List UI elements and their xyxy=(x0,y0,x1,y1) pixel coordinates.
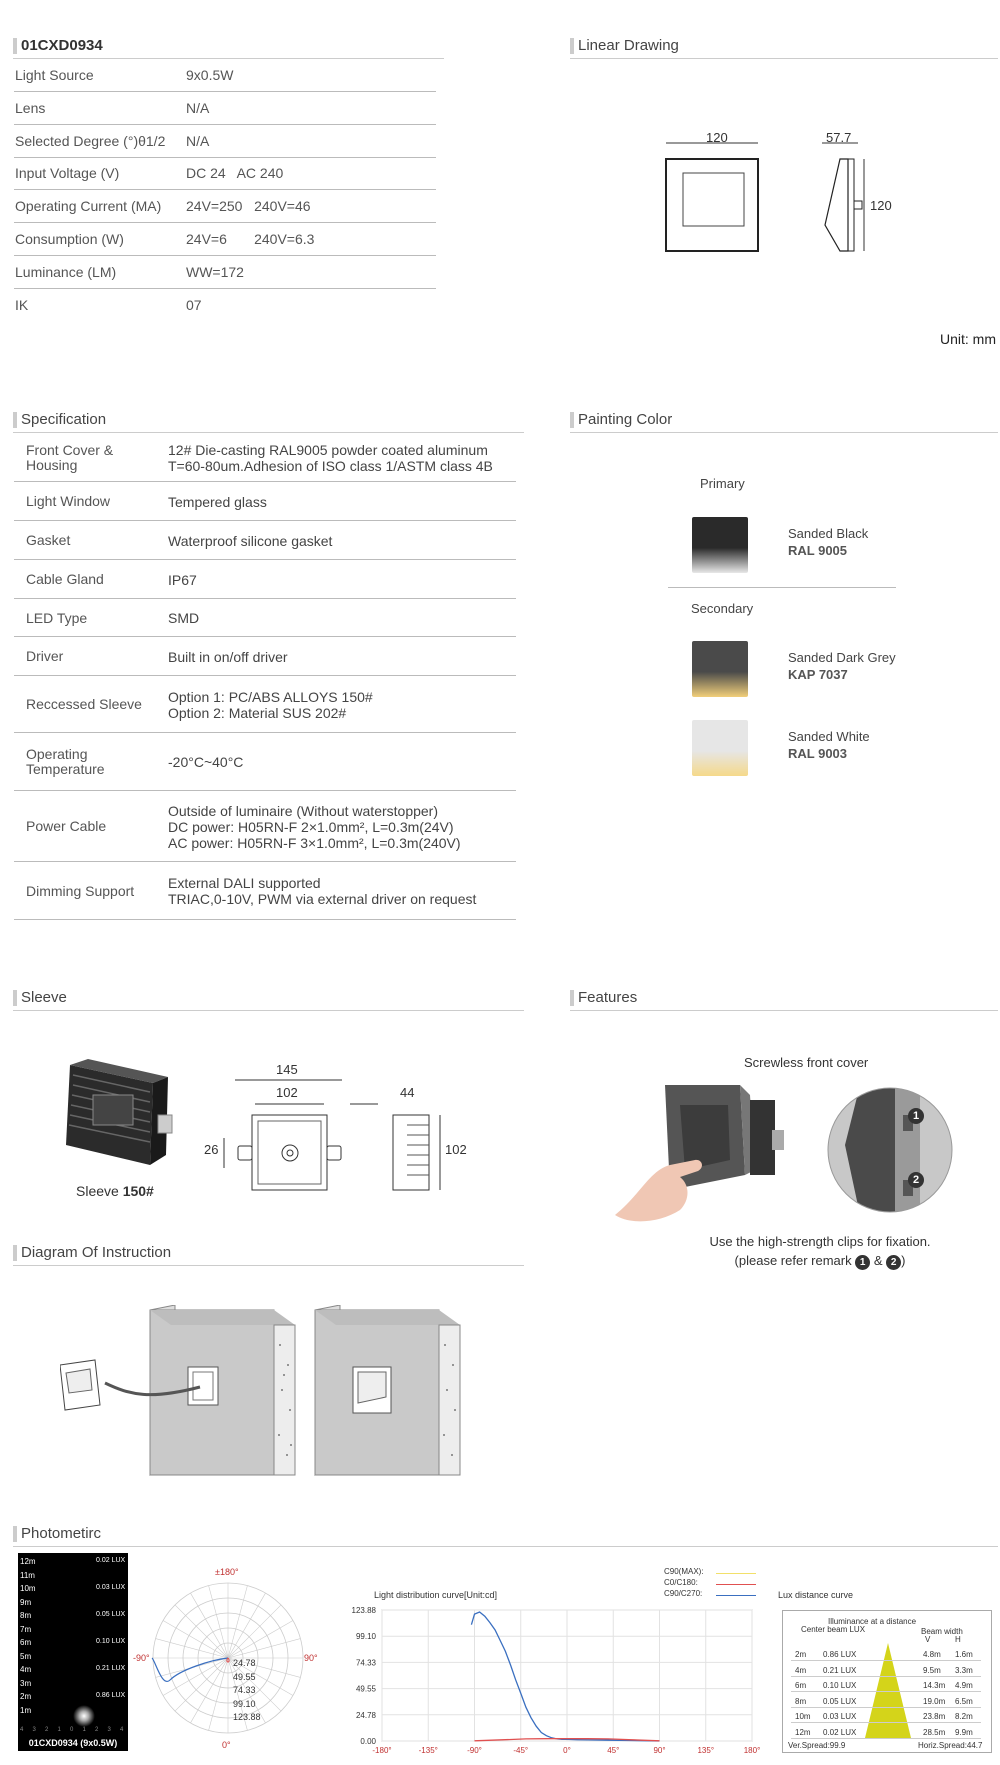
distance-scale-tick: 4 xyxy=(120,1727,124,1733)
distance-label: 12m xyxy=(20,1557,36,1566)
sleeve-dim-102: 102 xyxy=(276,1085,298,1100)
product-row-value: WW=172 xyxy=(186,263,244,280)
distance-label: 6m xyxy=(20,1638,32,1647)
features-note-line1: Use the high-strength clips for fixation. xyxy=(709,1234,931,1249)
illum-v-width: 23.8m xyxy=(923,1712,946,1721)
spec-row xyxy=(14,676,516,733)
polar-ring-label: 99.10 xyxy=(233,1698,256,1709)
specification-title: Specification xyxy=(21,411,107,428)
spec-row-key xyxy=(26,649,63,664)
distance-label: 5m xyxy=(20,1651,32,1661)
specification-header xyxy=(13,410,524,433)
color-code: RAL 9005 xyxy=(788,543,848,558)
installation-diagram xyxy=(60,1305,470,1480)
features-note-amp: & xyxy=(870,1253,887,1268)
linear-drawing-header xyxy=(570,36,998,59)
distance-scale-tick: 1 xyxy=(82,1727,86,1733)
illum-h-width: 1.6m xyxy=(955,1650,973,1659)
spec-row xyxy=(14,791,516,862)
spec-key-line: Reccessed Sleeve xyxy=(26,696,142,712)
spec-key-line: Driver xyxy=(26,648,64,664)
linear-drawing-figure xyxy=(650,125,900,255)
distance-scale xyxy=(20,1727,126,1737)
distance-label: 8m xyxy=(20,1611,32,1620)
distance-lux: 0.02 LUX xyxy=(96,1557,126,1564)
illum-h-width: 9.9m xyxy=(955,1727,973,1737)
series-line-0 xyxy=(471,1612,659,1741)
color-swatch-label xyxy=(788,525,868,559)
color-code: KAP 7037 xyxy=(788,667,848,682)
product-row-key: Selected Degree (°)θ1/2 xyxy=(15,132,166,149)
light-distribution-chart xyxy=(330,1598,760,1758)
color-name: Sanded White xyxy=(788,729,870,744)
product-code-header xyxy=(13,36,444,59)
spec-key-line: Dimming Support xyxy=(26,882,135,899)
note-marker-1 xyxy=(855,1255,870,1270)
spec-value-line: DC power: H05RN-F 2×1.0mm², L=0.3m(24V) xyxy=(168,818,454,835)
product-row xyxy=(14,59,436,92)
color-swatch xyxy=(692,720,748,776)
product-row-value: 07 xyxy=(186,296,202,313)
spec-row-value xyxy=(168,442,493,474)
polar-bottom: 0° xyxy=(222,1740,231,1750)
spec-row-key xyxy=(26,819,106,834)
illum-distance: 8m xyxy=(795,1696,807,1706)
secondary-label: Secondary xyxy=(691,601,754,616)
sleeve-dim-26: 26 xyxy=(204,1142,219,1157)
sleeve-dim-145: 145 xyxy=(276,1062,298,1077)
distance-label: 11m xyxy=(20,1570,35,1580)
features-header xyxy=(570,988,998,1011)
spec-row xyxy=(14,521,516,560)
distance-label: 7m xyxy=(20,1624,32,1634)
color-swatch xyxy=(692,641,748,697)
spec-row xyxy=(14,733,516,791)
painting-title: Painting Color xyxy=(578,411,673,428)
primary-label: Primary xyxy=(700,476,745,491)
spec-value-line: Built in on/off driver xyxy=(168,648,288,665)
x-tick-label: -180° xyxy=(372,1746,392,1755)
note-marker-2 xyxy=(886,1255,901,1270)
features-note-line2 xyxy=(700,1251,940,1270)
illum-v-width: 14.3m xyxy=(923,1681,946,1690)
diagram-title: Diagram Of Instruction xyxy=(21,1244,172,1261)
product-row-key: Lens xyxy=(15,99,46,116)
illum-lux: 0.05 LUX xyxy=(823,1696,857,1706)
spec-value-line: -20°C~40°C xyxy=(168,754,244,770)
spec-row-value xyxy=(168,649,288,665)
polar-ring-label: 24.78 xyxy=(233,1658,256,1668)
distance-label: 2m xyxy=(20,1692,32,1701)
spec-row xyxy=(14,599,516,637)
illum-v: V xyxy=(925,1635,931,1644)
product-row xyxy=(14,256,436,289)
features-note-pre: (please refer remark xyxy=(734,1253,856,1268)
diagram-header xyxy=(13,1243,524,1266)
product-row xyxy=(14,157,436,190)
distance-lux: 0.03 LUX xyxy=(96,1584,126,1591)
spec-value-line: External DALI supported xyxy=(168,875,321,891)
illum-row-line xyxy=(791,1676,981,1677)
sleeve-drawing xyxy=(200,1070,490,1200)
illum-title: Illuminance at a distance xyxy=(828,1617,917,1626)
product-row-key: Input Voltage (V) xyxy=(15,165,120,182)
clip-marker-2 xyxy=(908,1172,924,1188)
illum-lux: 0.10 LUX xyxy=(823,1681,857,1690)
illum-distance: 10m xyxy=(795,1712,811,1721)
product-row-key: Light Source xyxy=(15,67,94,83)
sleeve-caption-bold: 150# xyxy=(122,1183,154,1199)
spec-key-line: Operating xyxy=(26,746,88,762)
spec-row-key xyxy=(26,533,70,548)
illum-row-line xyxy=(791,1707,981,1708)
sleeve-photo xyxy=(58,1055,178,1170)
polar-top: ±180° xyxy=(215,1567,239,1577)
spec-row-value xyxy=(168,610,199,626)
legend-swatch xyxy=(716,1573,756,1574)
distance-scale-tick: 3 xyxy=(32,1727,36,1733)
illum-row-line xyxy=(791,1691,981,1692)
painting-divider xyxy=(668,587,896,588)
illum-distance: 12m xyxy=(795,1727,811,1737)
product-row-value: 24V=6 240V=6.3 xyxy=(186,231,315,247)
spec-value-line: T=60-80um.Adhesion of ISO class 1/ASTM class 4B xyxy=(168,458,493,474)
x-tick-label: 180° xyxy=(743,1746,760,1755)
spec-row-value xyxy=(168,494,267,510)
y-tick-label: 74.33 xyxy=(355,1658,376,1668)
spec-key-line: Power Cable xyxy=(26,818,107,834)
spec-value-line: TRIAC,0-10V, PWM via external driver on request xyxy=(168,891,477,907)
sleeve-caption xyxy=(76,1183,154,1199)
distance-lux: 0.21 LUX xyxy=(96,1665,126,1672)
illum-lux: 0.03 LUX xyxy=(823,1712,857,1721)
features-clip-detail xyxy=(825,1085,955,1215)
x-tick-label: -135° xyxy=(418,1746,438,1755)
x-tick-label: -45° xyxy=(513,1746,529,1755)
distance-label: 10m xyxy=(20,1584,36,1593)
sleeve-title: Sleeve xyxy=(21,989,67,1006)
illum-v-width: 28.5m xyxy=(923,1727,946,1737)
distance-scale-tick: 2 xyxy=(45,1727,49,1733)
clip-marker-1 xyxy=(908,1108,924,1124)
spec-row-value xyxy=(168,875,476,907)
illum-lux: 0.86 LUX xyxy=(823,1650,857,1659)
spec-row-value xyxy=(168,572,197,588)
dim-height: 120 xyxy=(870,198,892,213)
sleeve-header xyxy=(13,988,524,1011)
spec-value-line: AC power: H05RN-F 3×1.0mm², L=0.3m(240V) xyxy=(168,834,461,851)
chart-title: Light distribution curve[Unit:cd] xyxy=(374,1590,498,1600)
distance-lux: 0.86 LUX xyxy=(96,1692,126,1699)
spec-row-key xyxy=(26,572,104,587)
color-name: Sanded Dark Grey xyxy=(788,650,896,665)
y-tick-label: 49.55 xyxy=(355,1684,376,1694)
x-tick-label: 45° xyxy=(607,1746,620,1755)
product-row-key: IK xyxy=(15,296,29,313)
distance-lux: 0.05 LUX xyxy=(96,1611,126,1618)
y-tick-label: 0.00 xyxy=(360,1737,376,1746)
spec-value-line: SMD xyxy=(168,610,200,626)
product-code: 01CXD0934 xyxy=(21,37,103,54)
spec-key-line: Housing xyxy=(26,457,78,473)
product-row-value: N/A xyxy=(186,99,210,116)
illum-v-width: 19.0m xyxy=(923,1696,946,1706)
spec-row-key xyxy=(26,747,105,777)
spec-value-line: Option 2: Material SUS 202# xyxy=(168,704,347,721)
illum-row-line xyxy=(791,1722,981,1723)
sleeve-caption-prefix: Sleeve xyxy=(76,1183,123,1199)
illum-distance: 4m xyxy=(795,1665,807,1675)
legend-label: C90(MAX): xyxy=(664,1567,704,1576)
spec-key-line: Gasket xyxy=(26,532,71,548)
legend-swatch xyxy=(716,1584,756,1585)
distance-label: 4m xyxy=(20,1665,32,1674)
y-tick-label: 99.10 xyxy=(355,1632,376,1642)
product-row-value: DC 24 AC 240 xyxy=(186,165,284,182)
note-marker-1-num: 1 xyxy=(859,1257,866,1268)
spec-key-line: LED Type xyxy=(26,609,88,626)
spec-row xyxy=(14,862,516,920)
note-marker-2-num: 2 xyxy=(890,1257,897,1268)
legend-swatch xyxy=(716,1595,756,1596)
illum-h-width: 3.3m xyxy=(955,1665,973,1675)
product-row-value: 24V=250 240V=46 xyxy=(186,198,311,215)
spec-key-line: Light Window xyxy=(26,493,111,509)
sleeve-dim-44: 44 xyxy=(400,1085,415,1100)
distance-scale-tick: 0 xyxy=(70,1727,74,1733)
ver-spread: Ver.Spread:99.9 xyxy=(788,1741,846,1750)
hor-spread: Horiz.Spread:44.7 xyxy=(918,1741,983,1750)
distance-scale-tick: 4 xyxy=(20,1727,24,1733)
product-row-key: Luminance (LM) xyxy=(15,263,117,280)
features-note xyxy=(700,1232,940,1270)
color-code: RAL 9003 xyxy=(788,746,848,761)
distance-scale-tick: 3 xyxy=(107,1727,111,1733)
spec-value-line: 12# Die-casting RAL9005 powder coated aluminum xyxy=(168,442,488,458)
spec-row xyxy=(14,434,516,482)
illum-h-width: 4.9m xyxy=(955,1681,973,1690)
features-hand-photo xyxy=(610,1075,800,1225)
illuminance-table xyxy=(782,1610,992,1753)
illum-h-width: 8.2m xyxy=(955,1712,973,1721)
product-row-key: Consumption (W) xyxy=(15,231,124,247)
beam-glow xyxy=(73,1705,95,1727)
dim-width: 120 xyxy=(706,130,728,145)
illum-h: H xyxy=(955,1635,961,1644)
color-name: Sanded Black xyxy=(788,526,869,541)
color-swatch-label xyxy=(788,649,896,683)
distance-label: 1m xyxy=(20,1705,32,1715)
spec-key-line: Temperature xyxy=(26,761,105,777)
product-row xyxy=(14,190,436,223)
distance-box-caption: 01CXD0934 (9x0.5W) xyxy=(28,1738,118,1748)
spec-key-line: Front Cover & xyxy=(26,442,114,458)
spec-value-line: Option 1: PC/ABS ALLOYS 150# xyxy=(168,688,373,705)
spec-value-line: IP67 xyxy=(168,571,197,588)
polar-chart xyxy=(150,1580,310,1740)
spec-key-line: Cable Gland xyxy=(26,571,104,587)
polar-ring-label: 74.33 xyxy=(233,1685,256,1695)
illum-col2: Beam width xyxy=(921,1627,963,1636)
illum-lux: 0.21 LUX xyxy=(823,1665,857,1675)
distance-scale-tick: 1 xyxy=(57,1727,61,1733)
spec-value-line: Waterproof silicone gasket xyxy=(168,532,333,549)
spec-row xyxy=(14,637,516,676)
legend-label: C0/C180: xyxy=(664,1578,698,1587)
product-row xyxy=(14,92,436,125)
illum-v-width: 9.5m xyxy=(923,1665,941,1675)
distance-lux: 0.10 LUX xyxy=(96,1638,126,1645)
distance-label: 3m xyxy=(20,1678,32,1688)
y-tick-label: 24.78 xyxy=(355,1710,376,1720)
y-tick-label: 123.88 xyxy=(351,1606,376,1615)
photometric-header xyxy=(13,1524,998,1547)
clip-marker-1-num: 1 xyxy=(912,1110,920,1122)
illum-h-width: 6.5m xyxy=(955,1696,973,1706)
linear-drawing-title: Linear Drawing xyxy=(578,37,679,54)
polar-ring-label: 49.55 xyxy=(233,1671,256,1682)
illum-lux: 0.02 LUX xyxy=(823,1727,857,1737)
product-row-value: 9x0.5W xyxy=(186,67,234,83)
spec-value-line: Tempered glass xyxy=(168,493,267,510)
lux-distance-box xyxy=(18,1553,128,1751)
illum-row-line xyxy=(791,1738,981,1739)
illum-col1: Center beam LUX xyxy=(801,1625,866,1634)
polar-right: 90° xyxy=(304,1653,318,1663)
product-row xyxy=(14,125,436,158)
spec-row-key xyxy=(26,697,142,712)
product-row xyxy=(14,289,436,321)
x-tick-label: 0° xyxy=(563,1746,571,1755)
spec-row-value xyxy=(168,689,373,721)
distance-label: 9m xyxy=(20,1597,32,1607)
unit-label: Unit: mm xyxy=(940,331,996,347)
illum-v-width: 4.8m xyxy=(923,1650,941,1659)
illum-distance: 6m xyxy=(795,1681,807,1690)
color-swatch xyxy=(692,517,748,573)
spec-row-key xyxy=(26,494,110,509)
clip-marker-2-num: 2 xyxy=(912,1174,920,1186)
spec-row-value xyxy=(168,533,332,549)
legend-label: C90/C270: xyxy=(664,1589,703,1598)
x-tick-label: 90° xyxy=(653,1746,666,1755)
product-row xyxy=(14,223,436,256)
painting-header xyxy=(570,410,998,433)
spec-row-key xyxy=(26,611,87,626)
dim-depth: 57.7 xyxy=(826,130,852,145)
product-row-value: N/A xyxy=(186,132,210,149)
features-note-end: ) xyxy=(901,1253,906,1268)
color-swatch-label xyxy=(788,728,870,762)
illum-distance: 2m xyxy=(795,1650,807,1659)
spec-row-value xyxy=(168,754,243,770)
x-tick-label: 135° xyxy=(697,1746,715,1755)
lux-distance-title: Lux distance curve xyxy=(778,1590,854,1600)
photometric-title: Photometirc xyxy=(21,1525,102,1542)
illum-row-line xyxy=(791,1660,981,1661)
features-heading: Screwless front cover xyxy=(744,1055,869,1070)
features-title: Features xyxy=(578,989,638,1006)
polar-left: -90° xyxy=(133,1653,150,1663)
spec-row-value xyxy=(168,803,461,851)
spec-row xyxy=(14,482,516,521)
polar-ring-label: 123.88 xyxy=(233,1712,261,1722)
spec-row xyxy=(14,560,516,599)
side-view xyxy=(825,159,848,251)
product-row-key: Operating Current (MA) xyxy=(15,198,162,215)
sleeve-dim-102b: 102 xyxy=(445,1142,467,1157)
distance-scale-tick: 2 xyxy=(95,1727,99,1733)
spec-row-key xyxy=(26,884,134,899)
spec-value-line: Outside of luminaire (Without waterstopper) xyxy=(168,802,438,819)
spec-row-key xyxy=(26,443,113,473)
x-tick-label: -90° xyxy=(467,1746,482,1755)
